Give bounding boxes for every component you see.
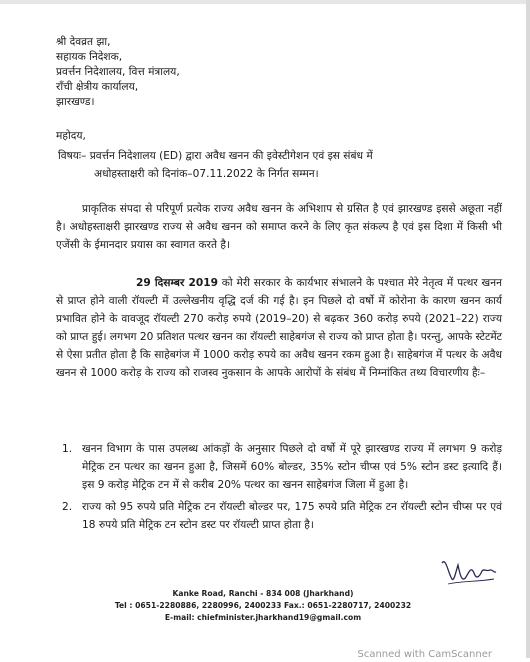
recipient-regional-office: राँची क्षेत्रीय कार्यालय, <box>56 79 476 94</box>
scan-edge-right <box>526 0 530 658</box>
list-item-number: 1. <box>62 440 72 458</box>
scanner-watermark: Scanned with CamScanner <box>358 647 493 662</box>
paragraph-intro: प्राकृतिक संपदा से परिपूर्ण प्रत्येक राज्य अवैध खनन के अभिशाप से ग्रसित है एवं झारखण्ड इससे अछूता नहीं है। अधोहस्ताक्षरी झारखण्ड राज्य से अवैध खनन को समाप्त करने के लिए कृत संकल्प है एवं इस दिशा में किसी भी एजेंसी के ईमानदार प्रयास का स्वागत करते है। <box>56 200 502 254</box>
recipient-name: श्री देवव्रत झा, <box>56 34 476 49</box>
subject-line-2: अधोहस्ताक्षरी को दिनांक–07.11.2022 के निर्गत सम्मन। <box>58 166 498 184</box>
list-item <box>56 440 502 494</box>
recipient-state: झारखण्ड। <box>56 94 476 109</box>
list-item-number: 2. <box>62 498 72 516</box>
footer-email: E-mail: chiefminister.jharkhand19@gmail.com <box>0 612 526 624</box>
subject-line-1: विषयः– प्रवर्त्तन निदेशालय (ED) द्वारा अवैध खनन की इवेस्टीगेशन एवं इस संबंध में <box>58 148 498 166</box>
list-item <box>56 498 502 534</box>
recipient-office: प्रवर्त्तन निदेशालय, वित्त मंत्रालय, <box>56 64 476 79</box>
recipient-address <box>56 34 476 109</box>
footer-address: Kanke Road, Ranchi - 834 008 (Jharkhand) <box>0 588 526 600</box>
subject-line <box>58 148 498 184</box>
list-item-text: खनन विभाग के पास उपलब्ध आंकड़ों के अनुसार पिछले दो वर्षो में पूरे झारखण्ड राज्य में लगभग 9 करोड़ मेट्रिक टन पत्थर का खनन हुआ है, जिसमें 60% बोल्डर, 35% स्टोन चीप्स एवं 5% स्टोन डस्ट इत्यादि हैं। इस 9 करोड़ मेट्रिक टन में से करीब 20% पत्थर का खनन साहेबगंज जिला में हुआ है। <box>82 443 502 491</box>
footer-phone: Tel : 0651-2280886, 2280996, 2400233 Fax.: 0651-2280717, 2400232 <box>0 600 526 612</box>
letterhead-footer <box>0 588 526 624</box>
facts-list <box>56 440 502 538</box>
recipient-designation: सहायक निदेशक, <box>56 49 476 64</box>
signature-icon <box>438 551 498 591</box>
paragraph-royalty <box>56 274 502 382</box>
list-item-text: राज्य को 95 रुपये प्रति मेट्रिक टन रॉयल्टी बोल्डर पर, 175 रुपये प्रति मेट्रिक टन रॉयल्टी स्टोन चीप्स पर एवं 18 रुपये प्रति मेट्रिक टन स्टोन डस्ट पर रॉयल्टी प्राप्त होता है। <box>82 501 502 531</box>
salutation: महोदय, <box>56 128 86 144</box>
paragraph-royalty-date: 29 दिसम्बर 2019 <box>136 277 218 289</box>
paragraph-royalty-text: को मेरी सरकार के कार्यभार संभालने के पश्चात मेरे नेतृत्व में पत्थर खनन से प्राप्त होने वाली रॉयल्टी में उल्लेखनीय वृद्धि दर्ज की गई है। इन पिछले दो वर्षो में कोरोना के कारण खनन कार्य प्रभावित होने के वावजूद रॉयल्टी 270 करोड़ रुपये (2019–20) से बढ़कर 360 करोड़ रुपये (2021–22) राज्य को प्राप्त हुई। लगभग 20 प्रतिशत पत्थर खनन का रॉयल्टी साहेबगंज से राज्य को प्राप्त होता है। परन्तु, आपके स्टेटमेंट से ऐसा प्रतीत होता है कि साहेबगंज में 1000 करोड़ रुपये का अवैध खनन रकम हुआ है। साहेबगंज में पत्थर के अवैध खनन से 1000 करोड़ के राज्य को राजस्व नुकसान के आपके आरोपों के संबंध में निम्नांकित तथ्य विचारणीय हैः– <box>56 277 502 379</box>
